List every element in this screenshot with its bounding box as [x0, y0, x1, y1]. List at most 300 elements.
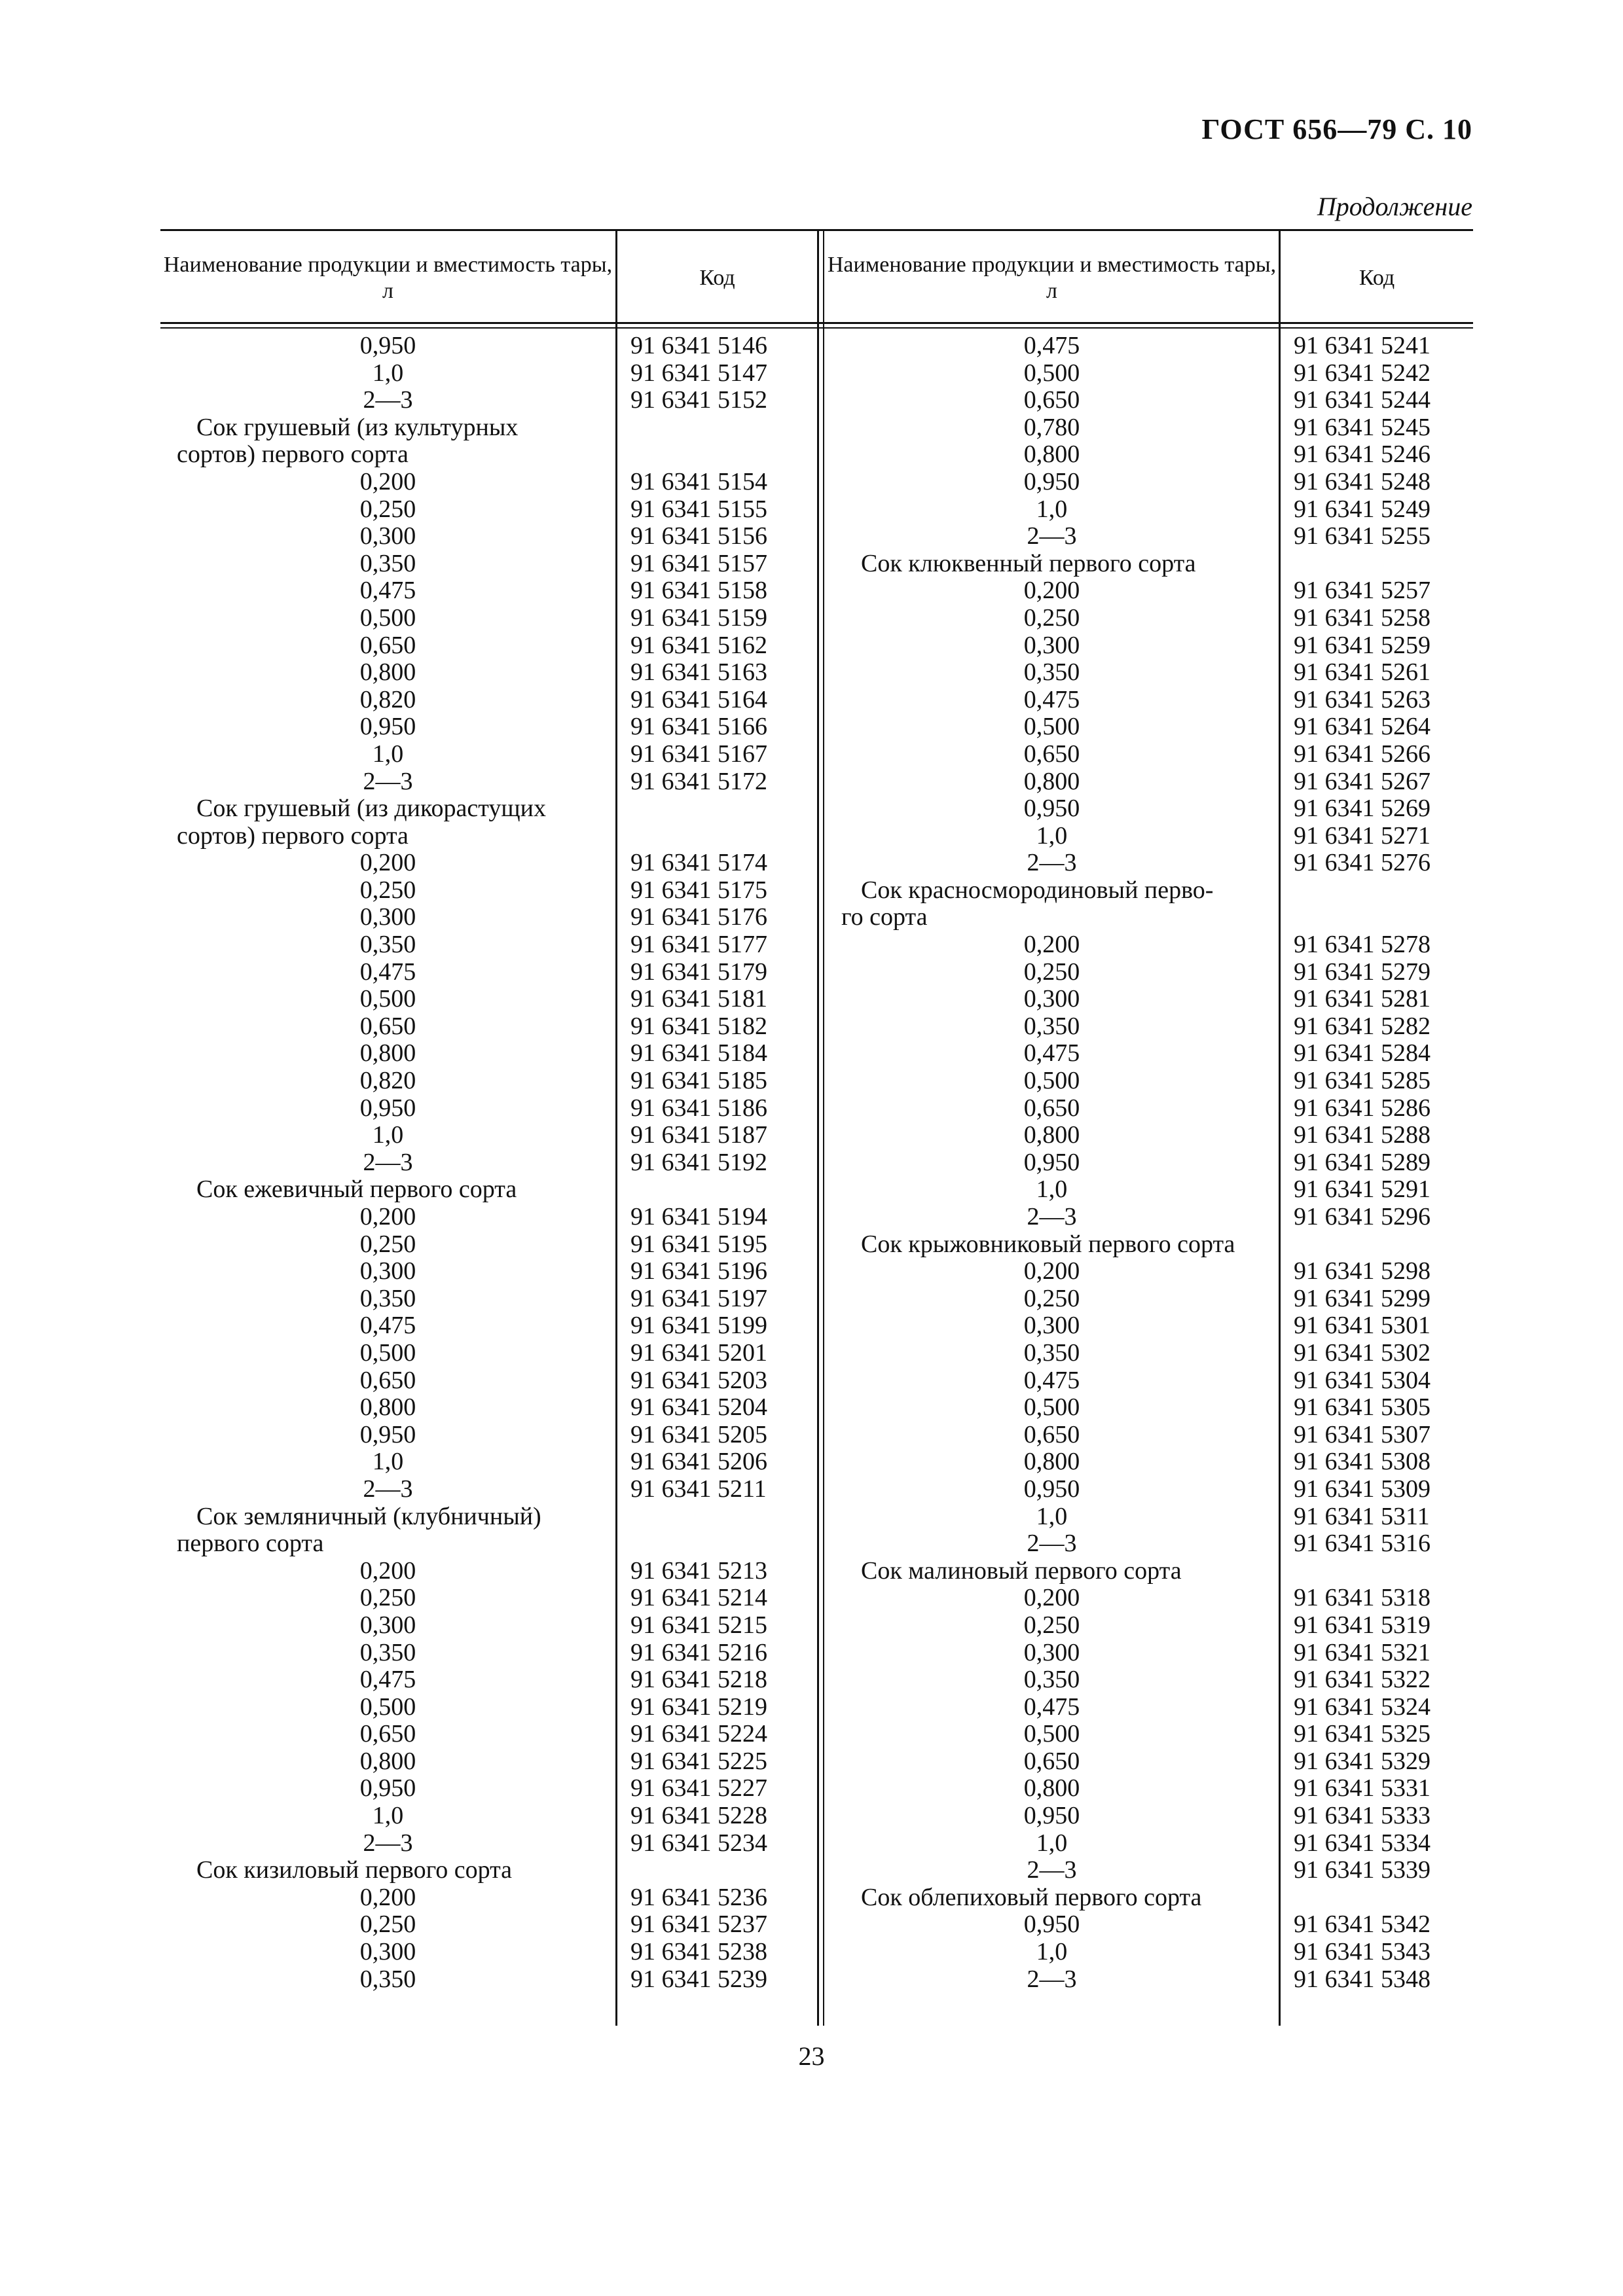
container-volume: 0,950	[1023, 1148, 1080, 1176]
container-volume: 1,0	[372, 1802, 404, 1830]
product-code: 91 6341 5301	[1294, 1312, 1431, 1340]
product-code: 91 6341 5177	[630, 931, 767, 959]
product-code: 91 6341 5237	[630, 1910, 767, 1939]
product-code: 91 6341 5205	[630, 1420, 767, 1448]
container-volume: 0,475	[1023, 1693, 1080, 1721]
code-row	[617, 1857, 817, 1884]
code-row	[617, 1367, 817, 1395]
product-code: 91 6341 5267	[1294, 767, 1431, 795]
table-row	[825, 1013, 1279, 1041]
container-volume: 0,200	[1023, 577, 1080, 605]
product-code: 91 6341 5147	[630, 359, 767, 387]
product-code: 91 6341 5227	[630, 1774, 767, 1803]
product-code: 91 6341 5282	[1294, 1012, 1431, 1040]
product-code: 91 6341 5278	[1294, 931, 1431, 959]
code-row	[1281, 387, 1473, 414]
product-code: 91 6341 5299	[1294, 1284, 1431, 1312]
code-row	[1281, 523, 1473, 550]
product-code: 91 6341 5339	[1294, 1856, 1431, 1884]
code-row	[1281, 1640, 1473, 1667]
code-row	[1281, 1911, 1473, 1939]
product-name: первого сорта	[177, 1530, 324, 1558]
table-row	[160, 1558, 615, 1585]
table-row	[160, 1448, 615, 1476]
product-code: 91 6341 5154	[630, 467, 767, 495]
container-volume: 0,650	[359, 631, 416, 659]
code-row	[617, 414, 817, 442]
code-row	[617, 360, 817, 387]
container-volume: 0,500	[1023, 1067, 1080, 1095]
table-row	[825, 1231, 1279, 1259]
product-code: 91 6341 5216	[630, 1638, 767, 1666]
table-row	[160, 1312, 615, 1340]
product-code: 91 6341 5307	[1294, 1420, 1431, 1448]
code-row	[617, 1340, 817, 1367]
table-row	[160, 768, 615, 796]
table-row	[825, 1911, 1279, 1939]
container-volume: 1,0	[372, 1121, 404, 1149]
container-volume: 0,250	[359, 1910, 416, 1939]
table-row	[825, 1340, 1279, 1367]
table-row	[825, 823, 1279, 850]
product-name: сортов) первого сорта	[177, 440, 409, 469]
container-volume: 0,250	[359, 1230, 416, 1258]
product-code: 91 6341 5166	[630, 713, 767, 741]
table-row	[160, 1939, 615, 1966]
container-volume: 2—3	[1027, 1856, 1077, 1884]
left-code-column	[617, 332, 817, 1993]
product-code: 91 6341 5291	[1294, 1175, 1431, 1204]
container-volume: 0,250	[359, 495, 416, 523]
code-row	[617, 496, 817, 524]
table-row	[160, 1040, 615, 1067]
table-row	[160, 850, 615, 877]
container-volume: 0,800	[359, 658, 416, 687]
code-row	[617, 332, 817, 360]
table-row	[160, 1176, 615, 1204]
product-code: 91 6341 5211	[630, 1475, 767, 1503]
container-volume: 0,350	[1023, 1012, 1080, 1040]
code-row	[617, 1095, 817, 1122]
code-row	[1281, 768, 1473, 796]
table-row	[825, 986, 1279, 1013]
table-row	[160, 387, 615, 414]
container-volume: 1,0	[1036, 1175, 1068, 1204]
product-code: 91 6341 5249	[1294, 495, 1431, 523]
container-volume: 0,200	[359, 467, 416, 495]
document-header: ГОСТ 656—79 С. 10	[1201, 113, 1472, 145]
table-row	[160, 959, 615, 986]
code-row	[617, 986, 817, 1013]
table-row	[825, 632, 1279, 660]
code-row	[1281, 1694, 1473, 1721]
code-row	[617, 1640, 817, 1667]
container-volume: 0,500	[1023, 359, 1080, 387]
code-row	[1281, 441, 1473, 469]
container-volume: 0,650	[1023, 1094, 1080, 1122]
table-row	[825, 687, 1279, 714]
table-row	[160, 1503, 615, 1531]
table-row	[825, 1694, 1279, 1721]
table-row	[160, 1748, 615, 1776]
container-volume: 2—3	[363, 767, 413, 795]
product-code: 91 6341 5187	[630, 1121, 767, 1149]
container-volume: 0,950	[1023, 1802, 1080, 1830]
product-name: Сок грушевый (из дикорастущих	[196, 795, 546, 823]
container-volume: 0,950	[1023, 795, 1080, 823]
product-code: 91 6341 5156	[630, 522, 767, 550]
code-row	[617, 1530, 817, 1558]
container-volume: 0,300	[1023, 631, 1080, 659]
table-row	[825, 1966, 1279, 1994]
code-row	[1281, 332, 1473, 360]
product-code: 91 6341 5311	[1294, 1502, 1430, 1530]
product-code: 91 6341 5331	[1294, 1774, 1431, 1803]
container-volume: 0,800	[1023, 767, 1080, 795]
table-row	[825, 1530, 1279, 1558]
product-code: 91 6341 5186	[630, 1094, 767, 1122]
product-code: 91 6341 5245	[1294, 413, 1431, 441]
code-row	[1281, 741, 1473, 768]
product-code: 91 6341 5324	[1294, 1693, 1431, 1721]
table-row	[825, 1884, 1279, 1912]
code-row	[617, 1911, 817, 1939]
table-row	[825, 1558, 1279, 1585]
product-code: 91 6341 5199	[630, 1312, 767, 1340]
table-row	[160, 496, 615, 524]
table-row	[825, 850, 1279, 877]
table-row	[160, 1285, 615, 1313]
product-code: 91 6341 5302	[1294, 1338, 1431, 1367]
code-row	[1281, 850, 1473, 877]
code-row	[1281, 1666, 1473, 1694]
code-row	[617, 1394, 817, 1422]
container-volume: 0,200	[359, 1556, 416, 1585]
product-code: 91 6341 5242	[1294, 359, 1431, 387]
page-number: 23	[798, 2041, 825, 2071]
code-row	[617, 1040, 817, 1067]
table-row	[160, 1911, 615, 1939]
table-row	[825, 741, 1279, 768]
container-volume: 0,475	[359, 1312, 416, 1340]
container-volume: 0,300	[1023, 985, 1080, 1013]
product-code: 91 6341 5239	[630, 1965, 767, 1993]
code-row	[617, 605, 817, 632]
container-volume: 0,250	[1023, 1611, 1080, 1639]
product-code: 91 6341 5263	[1294, 685, 1431, 713]
product-name: Сок клюквенный первого сорта	[861, 549, 1196, 577]
code-row	[1281, 659, 1473, 687]
code-row	[1281, 959, 1473, 986]
table-row	[825, 959, 1279, 986]
container-volume: 0,950	[1023, 1910, 1080, 1939]
product-code-table	[160, 229, 1473, 2026]
code-row	[1281, 823, 1473, 850]
table-row	[160, 1476, 615, 1503]
code-row	[617, 1775, 817, 1803]
code-row	[617, 632, 817, 660]
product-code: 91 6341 5244	[1294, 386, 1431, 414]
table-row	[825, 550, 1279, 578]
table-row	[825, 1394, 1279, 1422]
table-row	[160, 360, 615, 387]
container-volume: 0,950	[359, 1420, 416, 1448]
code-row	[617, 1939, 817, 1966]
code-row	[617, 1966, 817, 1994]
table-row	[825, 795, 1279, 823]
code-row	[1281, 1367, 1473, 1395]
table-row	[160, 1394, 615, 1422]
product-code: 91 6341 5286	[1294, 1094, 1431, 1122]
product-code: 91 6341 5146	[630, 332, 767, 359]
table-row	[160, 931, 615, 959]
table-row	[160, 1258, 615, 1285]
code-row	[617, 659, 817, 687]
table-row	[825, 414, 1279, 442]
product-code: 91 6341 5228	[630, 1802, 767, 1830]
table-row	[160, 550, 615, 578]
code-row	[1281, 1748, 1473, 1776]
container-volume: 0,200	[1023, 1257, 1080, 1285]
container-volume: 0,300	[359, 1611, 416, 1639]
code-row	[617, 1448, 817, 1476]
product-code: 91 6341 5157	[630, 549, 767, 577]
right-code-column	[1281, 332, 1473, 1993]
product-code: 91 6341 5325	[1294, 1720, 1431, 1748]
product-code: 91 6341 5276	[1294, 849, 1431, 877]
code-row	[617, 1067, 817, 1095]
container-volume: 2—3	[1027, 849, 1077, 877]
code-row	[1281, 496, 1473, 524]
container-volume: 1,0	[1036, 1829, 1068, 1857]
container-volume: 0,950	[1023, 467, 1080, 495]
table-row	[160, 1122, 615, 1149]
table-row	[160, 1966, 615, 1994]
code-row	[617, 1422, 817, 1449]
product-code: 91 6341 5308	[1294, 1448, 1431, 1476]
container-volume: 0,650	[359, 1720, 416, 1748]
code-row	[1281, 1857, 1473, 1884]
table-row	[825, 1748, 1279, 1776]
code-row	[617, 904, 817, 931]
container-volume: 2—3	[1027, 522, 1077, 550]
code-row	[1281, 1585, 1473, 1612]
product-code: 91 6341 5279	[1294, 958, 1431, 986]
table-row	[160, 1422, 615, 1449]
container-volume: 0,300	[1023, 1312, 1080, 1340]
product-code: 91 6341 5225	[630, 1747, 767, 1775]
table-row	[825, 1176, 1279, 1204]
table-row	[160, 877, 615, 905]
code-row	[1281, 1830, 1473, 1857]
container-volume: 2—3	[363, 1148, 413, 1176]
table-row	[160, 523, 615, 550]
product-code: 91 6341 5182	[630, 1012, 767, 1040]
product-code: 91 6341 5304	[1294, 1366, 1431, 1394]
table-row	[825, 577, 1279, 605]
container-volume: 0,950	[359, 1774, 416, 1803]
table-row	[825, 1258, 1279, 1285]
code-row	[1281, 1939, 1473, 1966]
product-code: 91 6341 5214	[630, 1584, 767, 1612]
code-row	[1281, 360, 1473, 387]
container-volume: 0,650	[359, 1012, 416, 1040]
code-row	[617, 877, 817, 905]
code-row	[1281, 986, 1473, 1013]
table-row	[825, 1612, 1279, 1640]
product-code: 91 6341 5257	[1294, 577, 1431, 605]
container-volume: 0,200	[359, 849, 416, 877]
code-row	[617, 850, 817, 877]
code-row	[617, 1558, 817, 1585]
product-code: 91 6341 5321	[1294, 1638, 1431, 1666]
table-row	[160, 1857, 615, 1884]
header-name-right: Наименование продукции и вместимость тары, л	[827, 253, 1277, 303]
container-volume: 0,475	[359, 577, 416, 605]
table-row	[160, 605, 615, 632]
product-name: Сок грушевый (из культурных	[196, 413, 519, 441]
table-row	[825, 1503, 1279, 1531]
column-divider-2a	[817, 229, 819, 2026]
table-row	[160, 332, 615, 360]
code-row	[617, 1176, 817, 1204]
continuation-label: Продолжение	[1317, 192, 1472, 221]
code-row	[1281, 931, 1473, 959]
table-row	[160, 1095, 615, 1122]
table-row	[825, 713, 1279, 741]
product-name: Сок кизиловый первого сорта	[196, 1856, 513, 1884]
product-code: 91 6341 5167	[630, 740, 767, 768]
table-row	[825, 1095, 1279, 1122]
code-row	[1281, 1204, 1473, 1231]
container-volume: 0,300	[359, 1257, 416, 1285]
product-code: 91 6341 5206	[630, 1448, 767, 1476]
container-volume: 0,350	[359, 931, 416, 959]
product-code: 91 6341 5296	[1294, 1203, 1431, 1230]
code-row	[1281, 1122, 1473, 1149]
product-code: 91 6341 5176	[630, 903, 767, 931]
code-row	[617, 1585, 817, 1612]
container-volume: 0,350	[359, 1638, 416, 1666]
table-row	[160, 1884, 615, 1912]
column-divider-2b	[823, 229, 824, 2026]
container-volume: 0,820	[359, 685, 416, 713]
table-row	[160, 1721, 615, 1748]
table-row	[825, 1312, 1279, 1340]
product-code: 91 6341 5224	[630, 1720, 767, 1748]
table-row	[160, 659, 615, 687]
code-row	[1281, 605, 1473, 632]
code-row	[1281, 1258, 1473, 1285]
container-volume: 0,800	[359, 1039, 416, 1067]
container-volume: 0,350	[359, 1284, 416, 1312]
table-row	[160, 469, 615, 496]
container-volume: 0,950	[359, 713, 416, 741]
product-name: Сок крыжовниковый первого сорта	[861, 1230, 1235, 1258]
product-code: 91 6341 5172	[630, 767, 767, 795]
container-volume: 0,500	[359, 985, 416, 1013]
table-row	[825, 1585, 1279, 1612]
product-code: 91 6341 5196	[630, 1257, 767, 1285]
code-row	[617, 959, 817, 986]
product-code: 91 6341 5194	[630, 1203, 767, 1230]
container-volume: 0,250	[1023, 1284, 1080, 1312]
product-code: 91 6341 5238	[630, 1938, 767, 1966]
container-volume: 0,475	[1023, 332, 1080, 359]
container-volume: 1,0	[1036, 1502, 1068, 1530]
header-code-left: Код	[699, 266, 735, 290]
code-row	[617, 1503, 817, 1531]
code-row	[1281, 904, 1473, 931]
container-volume: 0,350	[1023, 1338, 1080, 1367]
table-row	[160, 1530, 615, 1558]
container-volume: 0,250	[1023, 958, 1080, 986]
container-volume: 0,820	[359, 1067, 416, 1095]
product-code: 91 6341 5334	[1294, 1829, 1431, 1857]
table-row	[160, 823, 615, 850]
container-volume: 0,950	[359, 1094, 416, 1122]
container-volume: 2—3	[363, 386, 413, 414]
container-volume: 0,300	[359, 903, 416, 931]
container-volume: 0,350	[1023, 1666, 1080, 1694]
table-row	[825, 1939, 1279, 1966]
product-code: 91 6341 5348	[1294, 1965, 1431, 1993]
code-row	[617, 1884, 817, 1912]
product-code: 91 6341 5158	[630, 577, 767, 605]
table-row	[160, 1585, 615, 1612]
table-row	[160, 1231, 615, 1259]
table-row	[825, 1204, 1279, 1231]
container-volume: 1,0	[1036, 495, 1068, 523]
table-row	[825, 332, 1279, 360]
code-row	[617, 795, 817, 823]
product-code: 91 6341 5215	[630, 1611, 767, 1639]
code-row	[617, 1803, 817, 1830]
code-row	[617, 1204, 817, 1231]
table-row	[825, 904, 1279, 931]
table-row	[160, 986, 615, 1013]
product-code: 91 6341 5271	[1294, 821, 1431, 850]
code-row	[1281, 550, 1473, 578]
product-code: 91 6341 5261	[1294, 658, 1431, 687]
product-code: 91 6341 5204	[630, 1393, 767, 1422]
product-code: 91 6341 5322	[1294, 1666, 1431, 1694]
table-row	[825, 768, 1279, 796]
code-row	[617, 1612, 817, 1640]
product-code: 91 6341 5342	[1294, 1910, 1431, 1939]
product-code: 91 6341 5309	[1294, 1475, 1431, 1503]
product-name: Сок малиновый первого сорта	[861, 1556, 1182, 1585]
code-row	[1281, 1721, 1473, 1748]
product-code: 91 6341 5281	[1294, 985, 1431, 1013]
container-volume: 0,350	[359, 1965, 416, 1993]
container-volume: 0,650	[359, 1366, 416, 1394]
table-row	[160, 577, 615, 605]
container-volume: 0,475	[1023, 1039, 1080, 1067]
table-row	[160, 1612, 615, 1640]
code-row	[617, 768, 817, 796]
code-row	[1281, 877, 1473, 905]
code-row	[1281, 713, 1473, 741]
container-volume: 0,800	[1023, 1121, 1080, 1149]
container-volume: 0,800	[359, 1747, 416, 1775]
product-code: 91 6341 5269	[1294, 795, 1431, 823]
table-row	[160, 904, 615, 931]
code-row	[1281, 1884, 1473, 1912]
code-row	[617, 1231, 817, 1259]
code-row	[617, 577, 817, 605]
product-code: 91 6341 5203	[630, 1366, 767, 1394]
